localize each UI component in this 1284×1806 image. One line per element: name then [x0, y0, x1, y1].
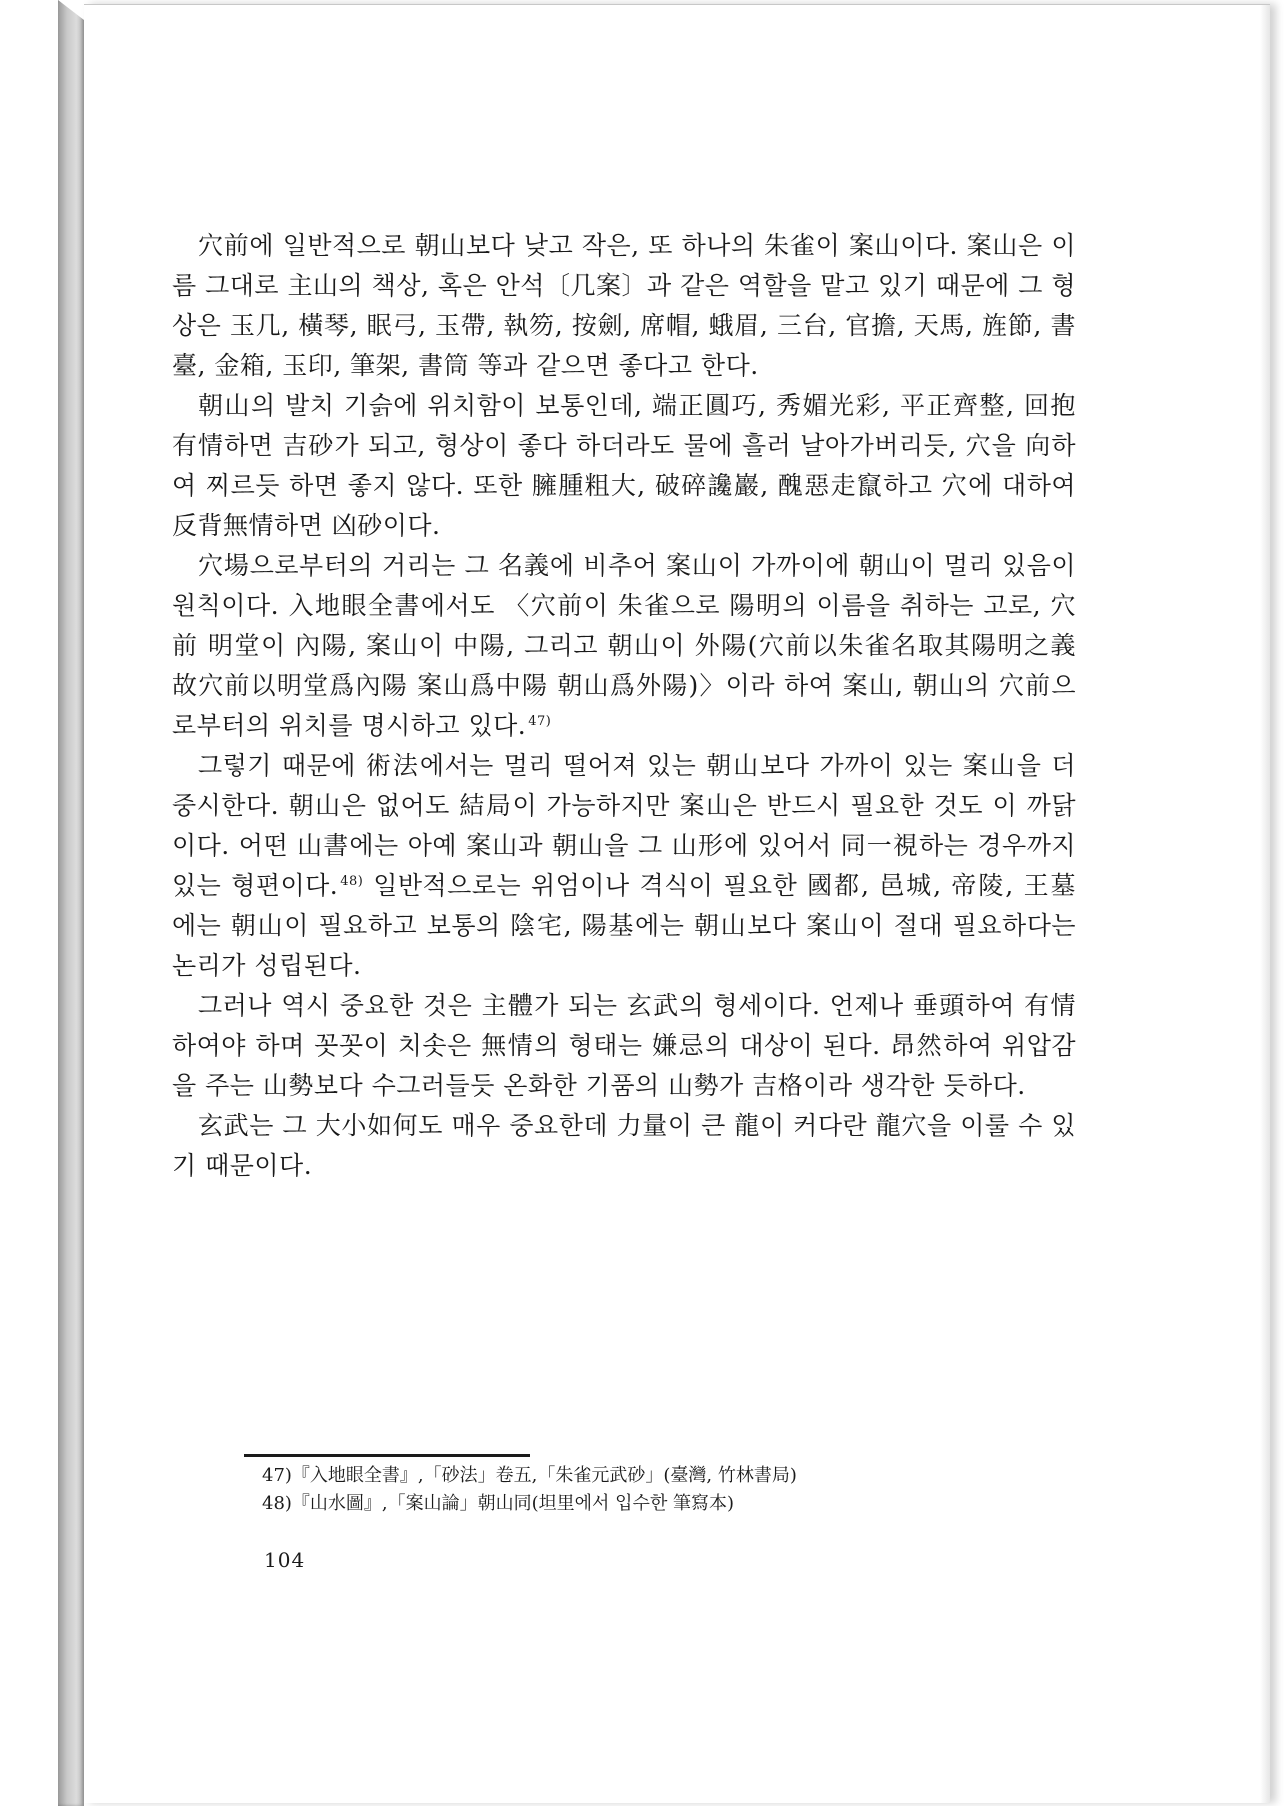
- paragraph-distance-rule: [172, 546, 1076, 746]
- body-text: [172, 226, 1076, 1186]
- paragraph-ansan-position: 朝山의 발치 기슭에 위치함이 보통인데, 端正圓巧, 秀媚光彩, 平正齊整, 回抱有情하면 吉砂가 되고, 형상이 좋다 하더라도 물에 흘러 날아가버리듯, 穴을 向하여 찌르듯 하면 좋지 않다. 또한 臃腫粗大, 破碎讒巖, 醜惡走竄하고 穴에 대하여 反背無情하면 凶砂이다.: [172, 391, 1076, 540]
- footnote-ref-48: 48): [340, 873, 364, 889]
- footnotes: [262, 1462, 1082, 1518]
- paragraph-hyeonmu-size: 玄武는 그 大小如何도 매우 중요한데 力量이 큰 龍이 커다란 龍穴을 이룰 수 있기 때문이다.: [172, 1111, 1076, 1180]
- paragraph-hyeonmu-form: 그러나 역시 중요한 것은 主體가 되는 玄武의 형세이다. 언제나 垂頭하여 有情하여야 하며 꼿꼿이 치솟은 無情의 형태는 嫌忌의 대상이 된다. 昂然하여 위압감을 주는 山勢보다 수그러들듯 온화한 기품의 山勢가 吉格이라 생각한 듯하다.: [172, 991, 1076, 1100]
- paragraph-importance-tail: 일반적으로는 위엄이나 격식이 필요한 國都, 邑城, 帝陵, 王墓에는 朝山이 필요하고 보통의 陰宅, 陽基에는 朝山보다 案山이 절대 필요하다는 논리가 성립된다.: [172, 871, 1076, 980]
- paragraph-importance-text: 그렇기 때문에 術法에서는 멀리 떨어져 있는 朝山보다 가까이 있는 案山을 더 중시한다. 朝山은 없어도 結局이 가능하지만 案山은 반드시 필요한 것도 이 까닭이다. 어떤 山書에는 아예 案山과 朝山을 그 山形에 있어서 同一視하는 경우까지 있는 형편이다.: [172, 751, 1076, 900]
- page-number: 104: [264, 1548, 306, 1572]
- footnote-47: 47)『入地眼全書』,「砂法」卷五,「朱雀元武砂」(臺灣, 竹林書局): [262, 1465, 797, 1486]
- footnote-divider: [244, 1454, 530, 1457]
- paragraph-ansan-definition: 穴前에 일반적으로 朝山보다 낮고 작은, 또 하나의 朱雀이 案山이다. 案山은 이름 그대로 主山의 책상, 혹은 안석〔几案〕과 같은 역할을 맡고 있기 때문에 그 형상은 玉几, 橫琴, 眠弓, 玉帶, 執笏, 按劍, 席帽, 蛾眉, 三台, 官擔, 天馬, 旌節, 書臺, 金箱, 玉印, 筆架, 書筒 等과 같으면 좋다고 한다.: [172, 231, 1076, 380]
- footnote-ref-47: 47): [528, 713, 552, 729]
- paragraph-ansan-importance: [172, 746, 1076, 986]
- footnote-48: 48)『山水圖』,「案山論」朝山同(坦里에서 입수한 筆寫本): [262, 1493, 735, 1514]
- page-edge: [1260, 5, 1270, 1803]
- spine-corner: [58, 0, 84, 20]
- paragraph-distance-text: 穴場으로부터의 거리는 그 名義에 비추어 案山이 가까이에 朝山이 멀리 있음이 원칙이다. 入地眼全書에서도 〈穴前이 朱雀으로 陽明의 이름을 취하는 고로, 穴前 明堂이 內陽, 案山이 中陽, 그리고 朝山이 外陽(穴前以朱雀名取其陽明之義 故穴前以明堂爲內陽 案山爲中陽 朝山爲外陽)〉이라 하여 案山, 朝山의 穴前으로부터의 위치를 명시하고 있다.: [172, 551, 1076, 740]
- book-spine: [58, 0, 84, 1806]
